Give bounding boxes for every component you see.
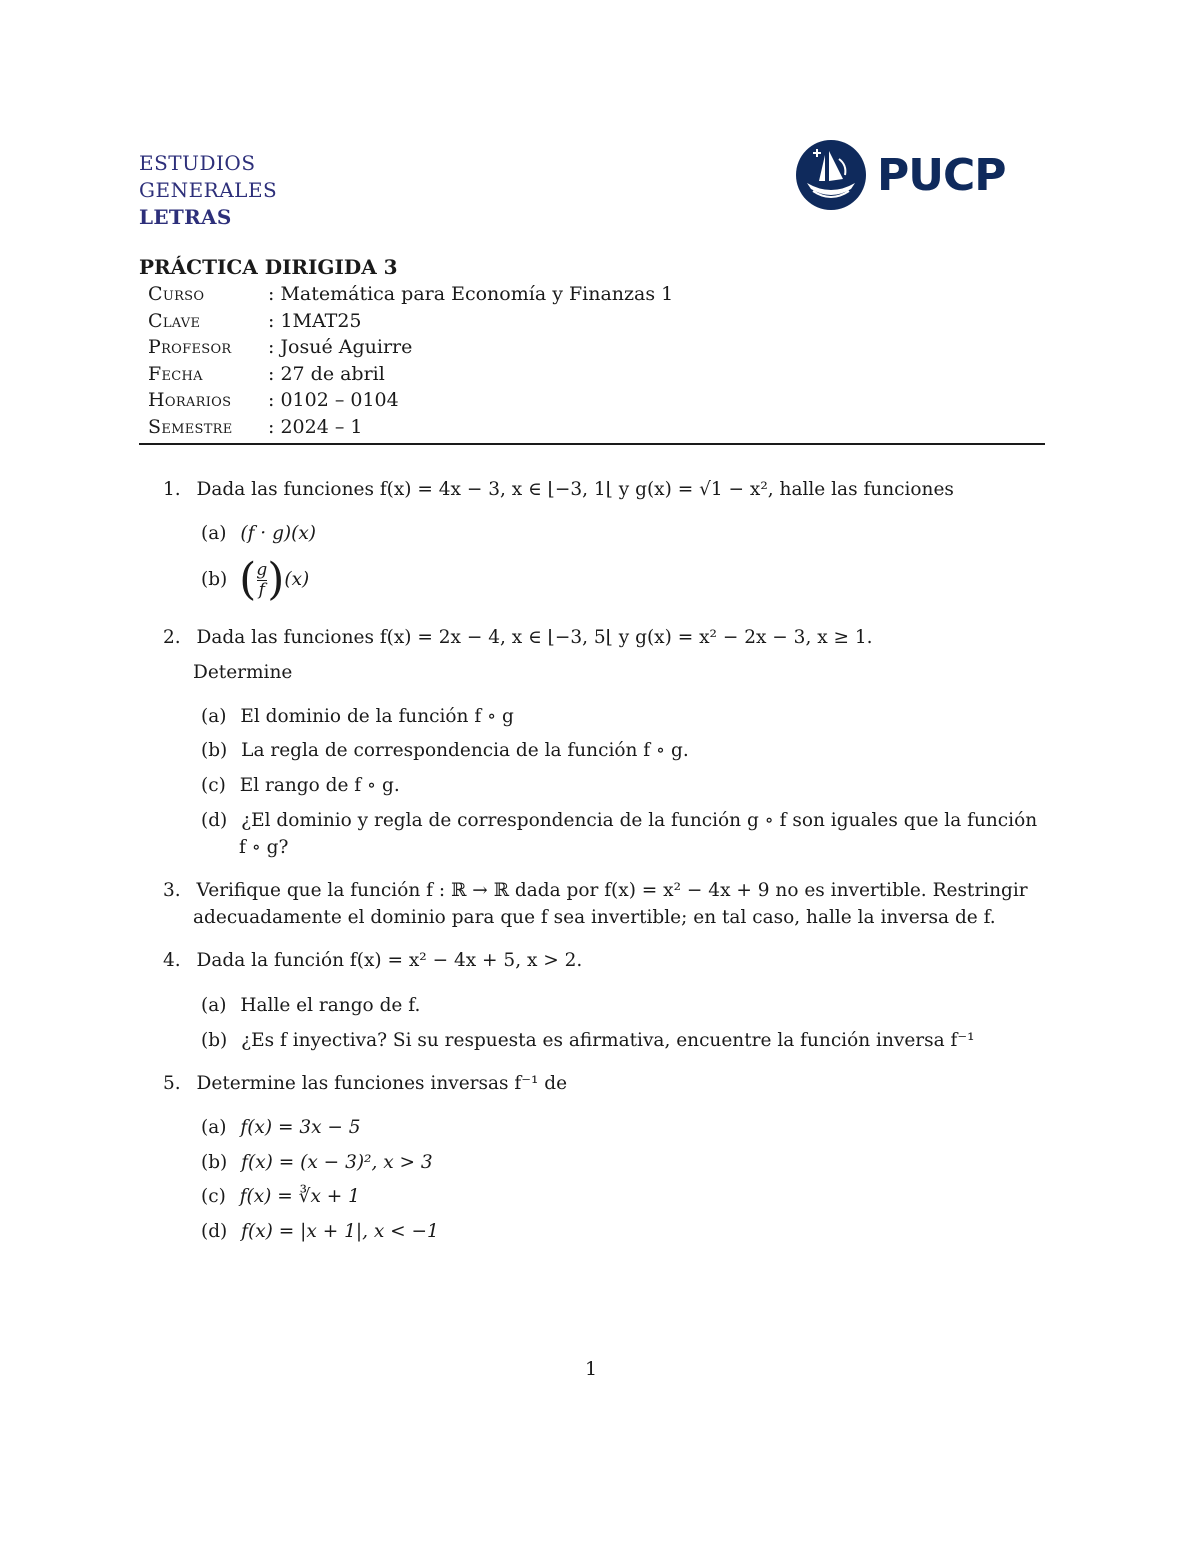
fraction: [256, 561, 267, 600]
question-5b: [201, 1149, 433, 1176]
info-value: : 27 de abril: [268, 362, 385, 385]
question-5c: [201, 1183, 360, 1210]
item-text: Halle el rango de f.: [240, 995, 421, 1016]
info-value: : 1MAT25: [268, 309, 362, 332]
info-row-profesor: [148, 334, 673, 361]
question-5a: [201, 1114, 361, 1141]
item-label: (d): [201, 1221, 228, 1242]
item-text: f(x) = 3x − 5: [240, 1117, 361, 1138]
item-text: El dominio de la función f ∘ g: [240, 706, 514, 727]
item-label: (b): [201, 1152, 228, 1173]
item-label: (a): [201, 706, 227, 727]
info-row-fecha: [148, 361, 673, 388]
item-label: (b): [201, 1030, 228, 1051]
header-divider: [139, 443, 1045, 445]
item-label: (b): [201, 569, 228, 590]
course-info: [148, 281, 673, 440]
item-label: (a): [201, 1117, 227, 1138]
department-line-2: GENERALES: [139, 178, 278, 202]
item-label: (a): [201, 995, 227, 1016]
info-key: Clave: [148, 309, 201, 332]
question-number: 2.: [163, 627, 181, 648]
item-label: (d): [201, 810, 228, 831]
item-text: La regla de correspondencia de la función f ∘ g.: [241, 740, 689, 761]
item-label: (c): [201, 1186, 226, 1207]
item-text: ¿Es f inyectiva? Si su respuesta es afirmativa, encuentre la función inversa f⁻¹: [241, 1030, 975, 1051]
question-number: 5.: [163, 1073, 181, 1094]
question-5: [163, 1070, 567, 1097]
info-value: : 2024 – 1: [268, 415, 363, 438]
info-key: Curso: [148, 283, 205, 305]
item-text: f(x) = (x − 3)², x > 3: [241, 1152, 433, 1173]
question-1a: [201, 520, 316, 547]
question-2: [163, 624, 873, 651]
item-text: f(x) = ∛x + 1: [239, 1186, 360, 1207]
left-paren: (: [239, 554, 257, 605]
department-line-1: ESTUDIOS: [139, 151, 256, 175]
question-2d-line-2: f ∘ g?: [239, 837, 289, 858]
info-row-curso: [148, 281, 673, 308]
pucp-seal-icon: [795, 139, 867, 211]
department-header: [139, 150, 277, 231]
info-key: Profesor: [148, 336, 232, 358]
question-number: 4.: [163, 950, 181, 971]
right-paren: ): [267, 554, 285, 605]
question-3-line-2: adecuadamente el dominio para que f sea invertible; en tal caso, halle la inversa de f.: [193, 907, 996, 928]
fraction-numerator: g: [256, 559, 268, 580]
question-number: 3.: [163, 880, 181, 901]
info-row-semestre: [148, 414, 673, 441]
pucp-logo: [795, 138, 1015, 212]
fraction-denominator: f: [258, 579, 265, 600]
item-text: ¿El dominio y regla de correspondencia de la función g ∘ f son iguales que la función: [241, 810, 1038, 831]
info-key: Fecha: [148, 362, 203, 385]
info-key: Semestre: [148, 415, 233, 438]
question-2c: [201, 772, 400, 799]
page-number: 1: [585, 1358, 598, 1380]
question-4a: [201, 992, 420, 1019]
question-text: Verifique que la función f : ℝ → ℝ dada por f(x) = x² − 4x + 9 no es invertible. Restringir: [196, 880, 1028, 901]
question-text: Determine las funciones inversas f⁻¹ de: [196, 1073, 568, 1094]
item-label: (b): [201, 740, 228, 761]
info-value: : Josué Aguirre: [268, 336, 413, 358]
info-row-horarios: [148, 387, 673, 414]
question-5d: [201, 1218, 439, 1245]
question-2b: [201, 737, 689, 764]
info-value: : Matemática para Economía y Finanzas 1: [268, 283, 674, 305]
question-3: [163, 877, 1028, 904]
question-1b: [201, 552, 309, 608]
info-row-clave: [148, 308, 673, 335]
question-2a: [201, 703, 514, 730]
question-text: Dada las funciones f(x) = 2x − 4, x ∈ ⌊−3, 5⌊ y g(x) = x² − 2x − 3, x ≥ 1.: [196, 627, 873, 648]
item-label: (a): [201, 523, 227, 544]
info-value: : 0102 – 0104: [268, 389, 399, 411]
department-line-3: LETRAS: [139, 205, 232, 229]
page-title: PRÁCTICA DIRIGIDA 3: [139, 255, 398, 279]
logo-wordmark: PUCP: [877, 149, 1006, 201]
item-text: f(x) = |x + 1|, x < −1: [241, 1221, 439, 1242]
question-text: Dada las funciones f(x) = 4x − 3, x ∈ ⌊−3, 1⌊ y g(x) = √1 − x², halle las funciones: [196, 479, 954, 500]
question-4b: [201, 1027, 975, 1054]
info-key: Horarios: [148, 389, 232, 411]
item-text: El rango de f ∘ g.: [239, 775, 400, 796]
question-2d: [201, 807, 1037, 834]
question-number: 1.: [163, 479, 181, 500]
item-text: (f · g)(x): [240, 523, 316, 544]
question-1: [163, 476, 954, 503]
question-4: [163, 947, 582, 974]
question-text: Dada la función f(x) = x² − 4x + 5, x > 2.: [196, 950, 583, 971]
item-label: (c): [201, 775, 226, 796]
item-tail: (x): [284, 569, 310, 590]
question-2-line-2: Determine: [193, 662, 293, 683]
